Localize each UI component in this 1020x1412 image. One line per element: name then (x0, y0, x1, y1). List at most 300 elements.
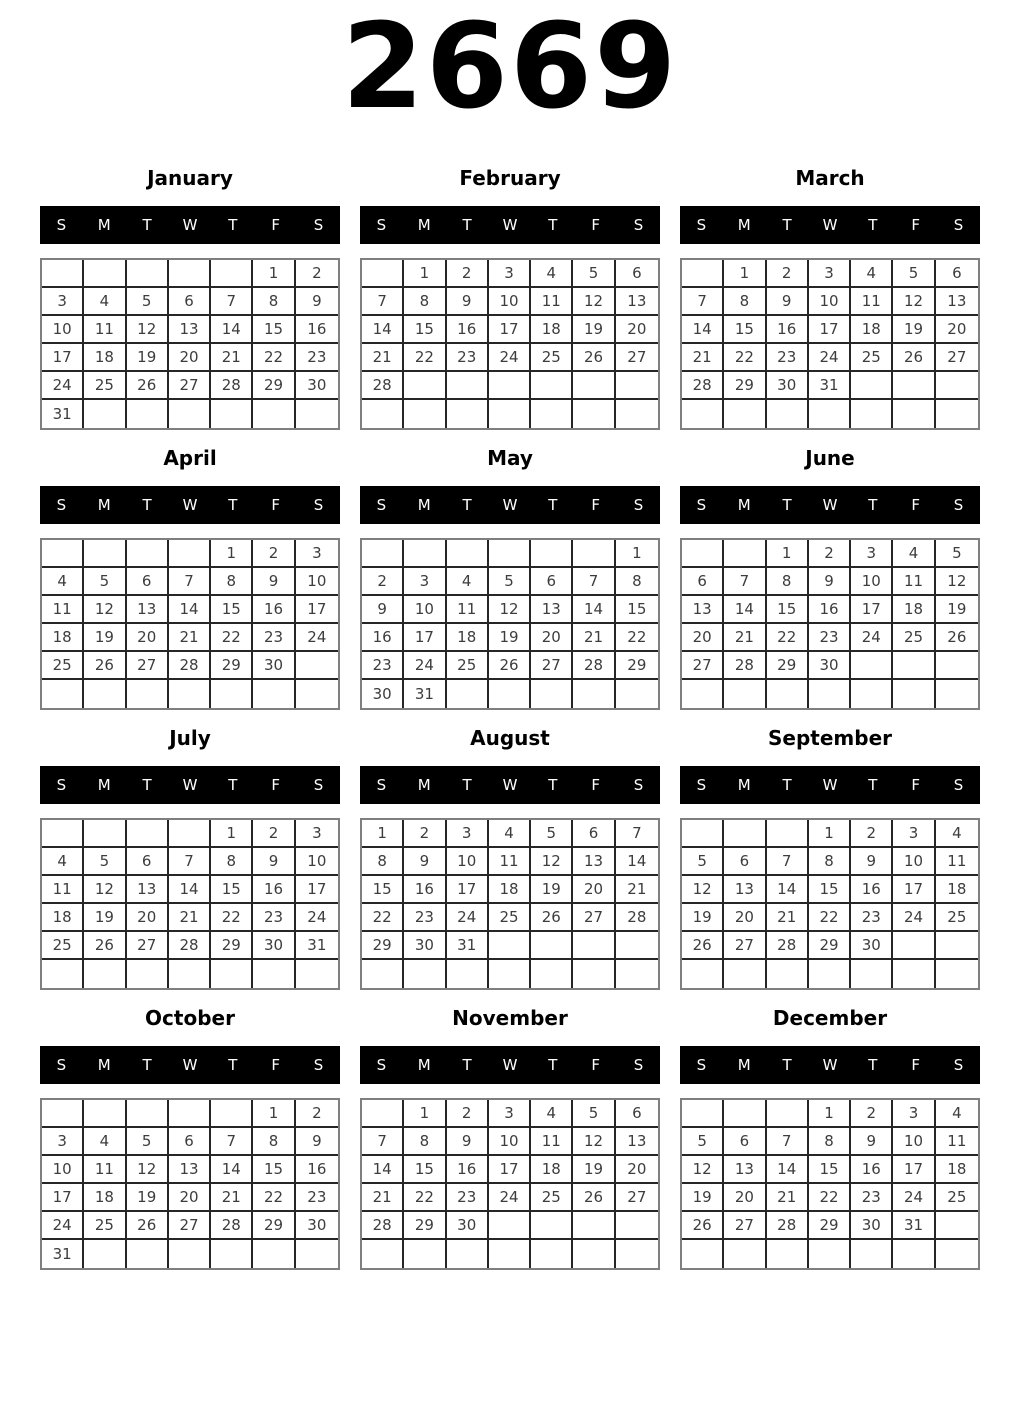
date-cell: 22 (767, 624, 809, 652)
date-cell: 4 (851, 260, 893, 288)
date-cell: 31 (893, 1212, 935, 1240)
weekday-label: W (822, 496, 838, 514)
date-cell: 27 (531, 652, 573, 680)
empty-date-cell (851, 652, 893, 680)
date-cell: 11 (42, 876, 84, 904)
date-cell: 18 (42, 904, 84, 932)
empty-date-cell (724, 680, 766, 708)
date-cell: 21 (169, 624, 211, 652)
date-cell: 1 (404, 1100, 446, 1128)
date-cell: 18 (936, 876, 978, 904)
date-cell: 22 (253, 1184, 295, 1212)
empty-date-cell (851, 680, 893, 708)
date-cell: 27 (573, 904, 615, 932)
date-cell: 27 (724, 1212, 766, 1240)
date-cell: 15 (362, 876, 404, 904)
empty-date-cell (447, 680, 489, 708)
month-date-grid (40, 538, 340, 710)
month-block (40, 1006, 340, 1270)
empty-date-cell (169, 960, 211, 988)
empty-date-cell (893, 932, 935, 960)
date-cell: 6 (724, 848, 766, 876)
date-cell: 25 (851, 344, 893, 372)
empty-date-cell (936, 652, 978, 680)
month-block (40, 446, 340, 710)
weekday-label: W (502, 776, 518, 794)
empty-date-cell (169, 680, 211, 708)
weekday-label: T (548, 1056, 558, 1074)
weekday-label: F (591, 216, 601, 234)
empty-date-cell (724, 820, 766, 848)
month-date-grid (680, 538, 980, 710)
empty-date-cell (809, 680, 851, 708)
empty-date-cell (616, 372, 658, 400)
weekday-label: S (56, 776, 67, 794)
date-cell: 12 (936, 568, 978, 596)
empty-date-cell (127, 960, 169, 988)
date-cell: 22 (253, 344, 295, 372)
date-cell: 18 (851, 316, 893, 344)
empty-date-cell (936, 1240, 978, 1268)
date-cell: 24 (296, 624, 338, 652)
empty-date-cell (447, 1240, 489, 1268)
empty-date-cell (531, 932, 573, 960)
date-cell: 10 (404, 596, 446, 624)
date-cell: 24 (447, 904, 489, 932)
date-cell: 16 (296, 316, 338, 344)
weekday-label: S (56, 496, 67, 514)
date-cell: 4 (936, 1100, 978, 1128)
empty-date-cell (42, 260, 84, 288)
date-cell: 4 (42, 848, 84, 876)
date-cell: 26 (84, 652, 126, 680)
empty-date-cell (936, 400, 978, 428)
date-cell: 28 (362, 1212, 404, 1240)
date-cell: 9 (767, 288, 809, 316)
date-cell: 22 (362, 904, 404, 932)
date-cell: 11 (447, 596, 489, 624)
date-cell: 17 (809, 316, 851, 344)
month-title: December (772, 1006, 888, 1030)
date-cell: 16 (253, 876, 295, 904)
empty-date-cell (573, 400, 615, 428)
empty-date-cell (253, 680, 295, 708)
date-cell: 23 (296, 1184, 338, 1212)
month-date-grid (680, 1098, 980, 1270)
weekday-label: F (911, 496, 921, 514)
empty-date-cell (682, 680, 724, 708)
date-cell: 16 (447, 316, 489, 344)
date-cell: 30 (447, 1212, 489, 1240)
date-cell: 26 (893, 344, 935, 372)
date-cell: 9 (447, 1128, 489, 1156)
date-cell: 11 (531, 288, 573, 316)
empty-date-cell (253, 960, 295, 988)
date-cell: 9 (447, 288, 489, 316)
date-cell: 11 (84, 316, 126, 344)
date-cell: 9 (851, 848, 893, 876)
date-cell: 8 (211, 848, 253, 876)
empty-date-cell (573, 932, 615, 960)
date-cell: 22 (724, 344, 766, 372)
date-cell: 13 (169, 1156, 211, 1184)
month-block (360, 446, 660, 710)
empty-date-cell (851, 1240, 893, 1268)
date-cell: 16 (296, 1156, 338, 1184)
empty-date-cell (616, 1212, 658, 1240)
date-cell: 29 (211, 932, 253, 960)
date-cell: 26 (531, 904, 573, 932)
date-cell: 27 (682, 652, 724, 680)
date-cell: 17 (447, 876, 489, 904)
date-cell: 30 (404, 932, 446, 960)
date-cell: 4 (936, 820, 978, 848)
date-cell: 10 (809, 288, 851, 316)
month-block (680, 726, 980, 990)
date-cell: 12 (682, 876, 724, 904)
date-cell: 8 (404, 1128, 446, 1156)
date-cell: 10 (851, 568, 893, 596)
weekday-label: W (822, 776, 838, 794)
date-cell: 25 (84, 372, 126, 400)
date-cell: 18 (936, 1156, 978, 1184)
month-title: October (145, 1006, 235, 1030)
date-cell: 22 (211, 904, 253, 932)
weekday-label: T (782, 496, 792, 514)
date-cell: 18 (84, 344, 126, 372)
empty-date-cell (767, 820, 809, 848)
month-date-grid (360, 818, 660, 990)
date-cell: 9 (253, 848, 295, 876)
weekday-label: T (142, 216, 152, 234)
date-cell: 26 (682, 1212, 724, 1240)
date-cell: 21 (211, 1184, 253, 1212)
month-block (360, 726, 660, 990)
date-cell: 20 (936, 316, 978, 344)
date-cell: 27 (616, 344, 658, 372)
date-cell: 24 (42, 372, 84, 400)
date-cell: 19 (936, 596, 978, 624)
date-cell: 8 (809, 1128, 851, 1156)
empty-date-cell (169, 260, 211, 288)
empty-date-cell (851, 372, 893, 400)
date-cell: 29 (253, 372, 295, 400)
weekday-label: F (271, 216, 281, 234)
month-title: June (805, 446, 855, 470)
weekday-label: T (462, 1056, 472, 1074)
empty-date-cell (531, 372, 573, 400)
date-cell: 30 (767, 372, 809, 400)
weekday-label: T (548, 776, 558, 794)
date-cell: 14 (169, 596, 211, 624)
date-cell: 28 (169, 652, 211, 680)
date-cell: 7 (724, 568, 766, 596)
date-cell: 11 (42, 596, 84, 624)
empty-date-cell (296, 652, 338, 680)
weekday-header-row (360, 766, 660, 804)
weekday-label: M (737, 496, 751, 514)
empty-date-cell (489, 1240, 531, 1268)
date-cell: 28 (573, 652, 615, 680)
weekday-label: S (376, 216, 387, 234)
date-cell: 1 (616, 540, 658, 568)
date-cell: 30 (296, 1212, 338, 1240)
date-cell: 5 (573, 260, 615, 288)
date-cell: 23 (767, 344, 809, 372)
date-cell: 7 (362, 288, 404, 316)
date-cell: 20 (616, 316, 658, 344)
empty-date-cell (84, 1240, 126, 1268)
date-cell: 9 (362, 596, 404, 624)
weekday-label: S (633, 496, 644, 514)
empty-date-cell (169, 540, 211, 568)
empty-date-cell (362, 960, 404, 988)
weekday-label: M (97, 776, 111, 794)
date-cell: 9 (296, 288, 338, 316)
empty-date-cell (616, 960, 658, 988)
date-cell: 26 (936, 624, 978, 652)
weekday-label: F (591, 496, 601, 514)
date-cell: 19 (84, 624, 126, 652)
date-cell: 24 (296, 904, 338, 932)
date-cell: 31 (42, 400, 84, 428)
date-cell: 25 (42, 932, 84, 960)
date-cell: 15 (724, 316, 766, 344)
date-cell: 26 (127, 372, 169, 400)
date-cell: 13 (682, 596, 724, 624)
empty-date-cell (404, 400, 446, 428)
date-cell: 4 (489, 820, 531, 848)
weekday-label: T (228, 496, 238, 514)
date-cell: 22 (616, 624, 658, 652)
date-cell: 10 (42, 1156, 84, 1184)
empty-date-cell (573, 1240, 615, 1268)
weekday-label: T (228, 216, 238, 234)
date-cell: 5 (893, 260, 935, 288)
empty-date-cell (893, 680, 935, 708)
empty-date-cell (404, 1240, 446, 1268)
weekday-label: T (462, 216, 472, 234)
empty-date-cell (127, 260, 169, 288)
date-cell: 16 (362, 624, 404, 652)
date-cell: 4 (531, 260, 573, 288)
empty-date-cell (84, 960, 126, 988)
date-cell: 8 (253, 1128, 295, 1156)
empty-date-cell (616, 400, 658, 428)
date-cell: 1 (253, 260, 295, 288)
weekday-label: T (868, 496, 878, 514)
date-cell: 11 (84, 1156, 126, 1184)
weekday-label: S (953, 216, 964, 234)
date-cell: 1 (362, 820, 404, 848)
date-cell: 15 (211, 876, 253, 904)
date-cell: 20 (169, 1184, 211, 1212)
date-cell: 4 (531, 1100, 573, 1128)
month-block (360, 1006, 660, 1270)
date-cell: 17 (893, 1156, 935, 1184)
empty-date-cell (42, 540, 84, 568)
date-cell: 19 (84, 904, 126, 932)
date-cell: 7 (362, 1128, 404, 1156)
date-cell: 25 (42, 652, 84, 680)
empty-date-cell (253, 1240, 295, 1268)
empty-date-cell (936, 680, 978, 708)
empty-date-cell (573, 680, 615, 708)
date-cell: 8 (809, 848, 851, 876)
date-cell: 12 (84, 596, 126, 624)
date-cell: 26 (489, 652, 531, 680)
date-cell: 17 (296, 876, 338, 904)
month-title: January (147, 166, 233, 190)
date-cell: 3 (489, 1100, 531, 1128)
empty-date-cell (809, 1240, 851, 1268)
empty-date-cell (127, 680, 169, 708)
empty-date-cell (724, 1240, 766, 1268)
empty-date-cell (616, 932, 658, 960)
date-cell: 14 (682, 316, 724, 344)
date-cell: 6 (169, 288, 211, 316)
weekday-label: F (271, 496, 281, 514)
weekday-label: S (953, 496, 964, 514)
date-cell: 23 (447, 344, 489, 372)
date-cell: 29 (253, 1212, 295, 1240)
empty-date-cell (851, 400, 893, 428)
date-cell: 15 (404, 316, 446, 344)
date-cell: 11 (489, 848, 531, 876)
date-cell: 12 (489, 596, 531, 624)
date-cell: 27 (127, 652, 169, 680)
empty-date-cell (489, 680, 531, 708)
empty-date-cell (893, 372, 935, 400)
empty-date-cell (362, 400, 404, 428)
date-cell: 30 (809, 652, 851, 680)
date-cell: 12 (573, 288, 615, 316)
date-cell: 30 (253, 932, 295, 960)
empty-date-cell (489, 372, 531, 400)
month-block (680, 1006, 980, 1270)
date-cell: 5 (573, 1100, 615, 1128)
date-cell: 24 (893, 1184, 935, 1212)
date-cell: 1 (211, 540, 253, 568)
date-cell: 28 (767, 932, 809, 960)
date-cell: 15 (809, 1156, 851, 1184)
empty-date-cell (296, 400, 338, 428)
date-cell: 6 (127, 568, 169, 596)
date-cell: 14 (211, 316, 253, 344)
empty-date-cell (296, 1240, 338, 1268)
date-cell: 12 (573, 1128, 615, 1156)
month-title: April (163, 446, 217, 470)
date-cell: 18 (84, 1184, 126, 1212)
date-cell: 1 (724, 260, 766, 288)
month-date-grid (40, 818, 340, 990)
date-cell: 2 (447, 1100, 489, 1128)
empty-date-cell (682, 1240, 724, 1268)
date-cell: 12 (682, 1156, 724, 1184)
date-cell: 31 (404, 680, 446, 708)
month-date-grid (40, 1098, 340, 1270)
weekday-label: T (228, 776, 238, 794)
date-cell: 3 (489, 260, 531, 288)
weekday-label: T (868, 776, 878, 794)
date-cell: 14 (724, 596, 766, 624)
weekday-label: W (502, 496, 518, 514)
empty-date-cell (169, 400, 211, 428)
date-cell: 2 (296, 260, 338, 288)
weekday-label: F (911, 1056, 921, 1074)
date-cell: 8 (616, 568, 658, 596)
empty-date-cell (362, 260, 404, 288)
empty-date-cell (531, 960, 573, 988)
date-cell: 6 (169, 1128, 211, 1156)
weekday-label: F (271, 776, 281, 794)
date-cell: 9 (296, 1128, 338, 1156)
date-cell: 7 (211, 288, 253, 316)
month-block (40, 726, 340, 990)
date-cell: 20 (127, 904, 169, 932)
date-cell: 2 (767, 260, 809, 288)
date-cell: 2 (362, 568, 404, 596)
weekday-header-row (40, 1046, 340, 1084)
date-cell: 29 (362, 932, 404, 960)
date-cell: 17 (42, 344, 84, 372)
month-title: February (459, 166, 561, 190)
date-cell: 23 (296, 344, 338, 372)
date-cell: 15 (211, 596, 253, 624)
date-cell: 25 (893, 624, 935, 652)
weekday-header-row (40, 486, 340, 524)
weekday-label: S (696, 1056, 707, 1074)
weekday-label: W (182, 1056, 198, 1074)
weekday-label: S (696, 496, 707, 514)
date-cell: 31 (809, 372, 851, 400)
weekday-label: M (417, 496, 431, 514)
date-cell: 18 (42, 624, 84, 652)
empty-date-cell (447, 960, 489, 988)
empty-date-cell (211, 260, 253, 288)
weekday-label: T (548, 496, 558, 514)
empty-date-cell (127, 1240, 169, 1268)
date-cell: 8 (767, 568, 809, 596)
empty-date-cell (127, 540, 169, 568)
month-block (360, 166, 660, 430)
date-cell: 25 (531, 1184, 573, 1212)
date-cell: 3 (42, 1128, 84, 1156)
weekday-label: M (97, 216, 111, 234)
empty-date-cell (127, 820, 169, 848)
date-cell: 5 (682, 1128, 724, 1156)
months-grid (0, 166, 1020, 1270)
date-cell: 26 (127, 1212, 169, 1240)
date-cell: 22 (404, 1184, 446, 1212)
date-cell: 26 (573, 344, 615, 372)
date-cell: 3 (893, 820, 935, 848)
date-cell: 23 (362, 652, 404, 680)
date-cell: 30 (296, 372, 338, 400)
weekday-header-row (360, 486, 660, 524)
empty-date-cell (84, 820, 126, 848)
date-cell: 14 (211, 1156, 253, 1184)
date-cell: 8 (211, 568, 253, 596)
date-cell: 10 (447, 848, 489, 876)
date-cell: 4 (84, 1128, 126, 1156)
empty-date-cell (616, 1240, 658, 1268)
date-cell: 10 (489, 288, 531, 316)
month-title: August (470, 726, 550, 750)
date-cell: 24 (42, 1212, 84, 1240)
month-date-grid (680, 818, 980, 990)
empty-date-cell (682, 960, 724, 988)
